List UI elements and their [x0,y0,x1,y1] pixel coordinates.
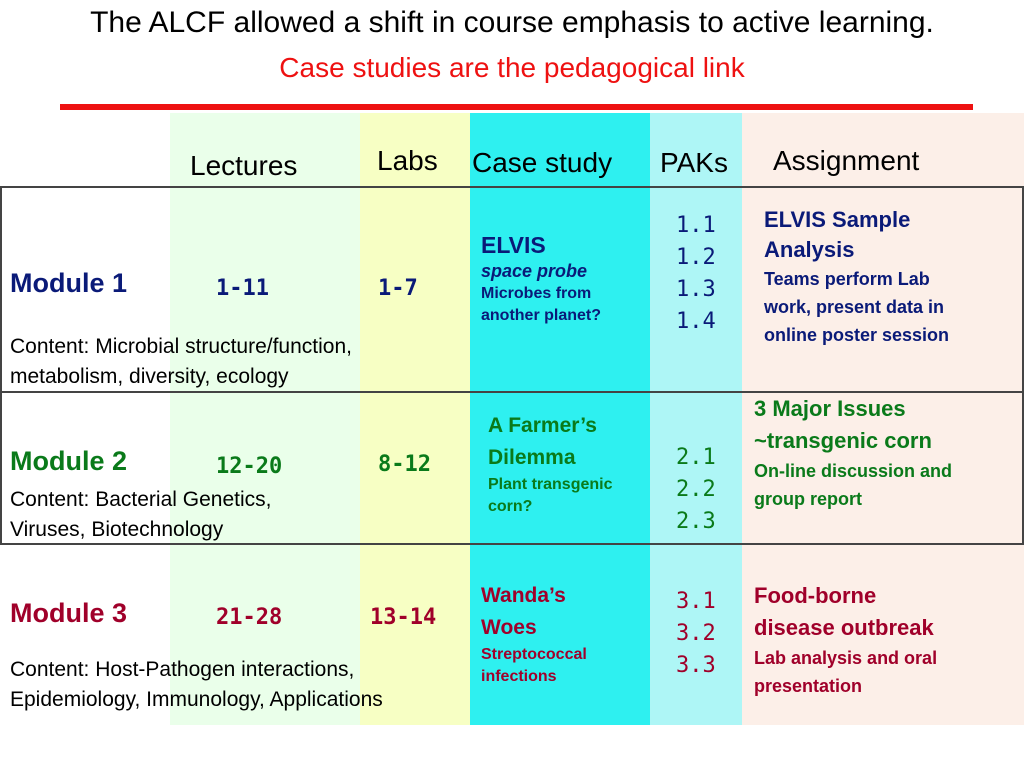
module-2-lectures: 12-20 [216,454,283,479]
header-case-study: Case study [472,147,613,178]
module-1-title: Module 1 [10,268,128,298]
slide-title: The ALCF allowed a shift in course emphasis to active learning. [90,6,934,39]
module-3-title: Module 3 [10,598,128,628]
module-3-labs: 13-14 [370,605,437,630]
module-1-lectures: 1-11 [216,276,269,301]
slide-subtitle: Case studies are the pedagogical link [279,52,745,83]
module-1-assignment: ELVIS Sample Analysis Teams perform Lab work, present data in online poster session [764,207,950,345]
module-2-content: Content: Bacterial Genetics, Viruses, Biotechnology [10,488,272,541]
module-1-case-study: ELVIS space probe Microbes from another planet? [481,232,602,324]
module-3-assignment: Food-borne disease outbreak Lab analysis and oral presentation [754,583,938,696]
module-3-case-study: Wanda’s Woes Streptococcal infections [481,584,587,685]
module-2-assignment: 3 Major Issues ~transgenic corn On-line discussion and group report [754,396,953,509]
module-2-title: Module 2 [10,446,128,476]
labs-column [360,113,470,725]
module-2-paks: 2.1 2.2 2.3 [676,445,716,534]
row-divider-top [0,186,1024,188]
module-2-case-study: A Farmer’s Dilemma Plant transgenic corn? [488,414,613,515]
header-paks: PAKs [660,147,728,178]
header-lectures: Lectures [190,150,298,181]
header-labs: Labs [377,145,438,176]
table-border-left [0,186,2,545]
lectures-column [170,113,360,725]
module-3-content: Content: Host-Pathogen interactions, Epidemiology, Immunology, Applications [10,658,383,711]
module-1-labs: 1-7 [378,276,418,301]
module-2-labs: 8-12 [378,452,431,477]
header-assignment: Assignment [773,145,920,176]
title-underline [60,104,973,110]
module-3-paks: 3.1 3.2 3.3 [676,589,716,678]
module-1-content: Content: Microbial structure/function, metabolism, diversity, ecology [10,335,352,388]
module-3-lectures: 21-28 [216,605,283,630]
module-1-paks: 1.1 1.2 1.3 1.4 [676,213,716,334]
